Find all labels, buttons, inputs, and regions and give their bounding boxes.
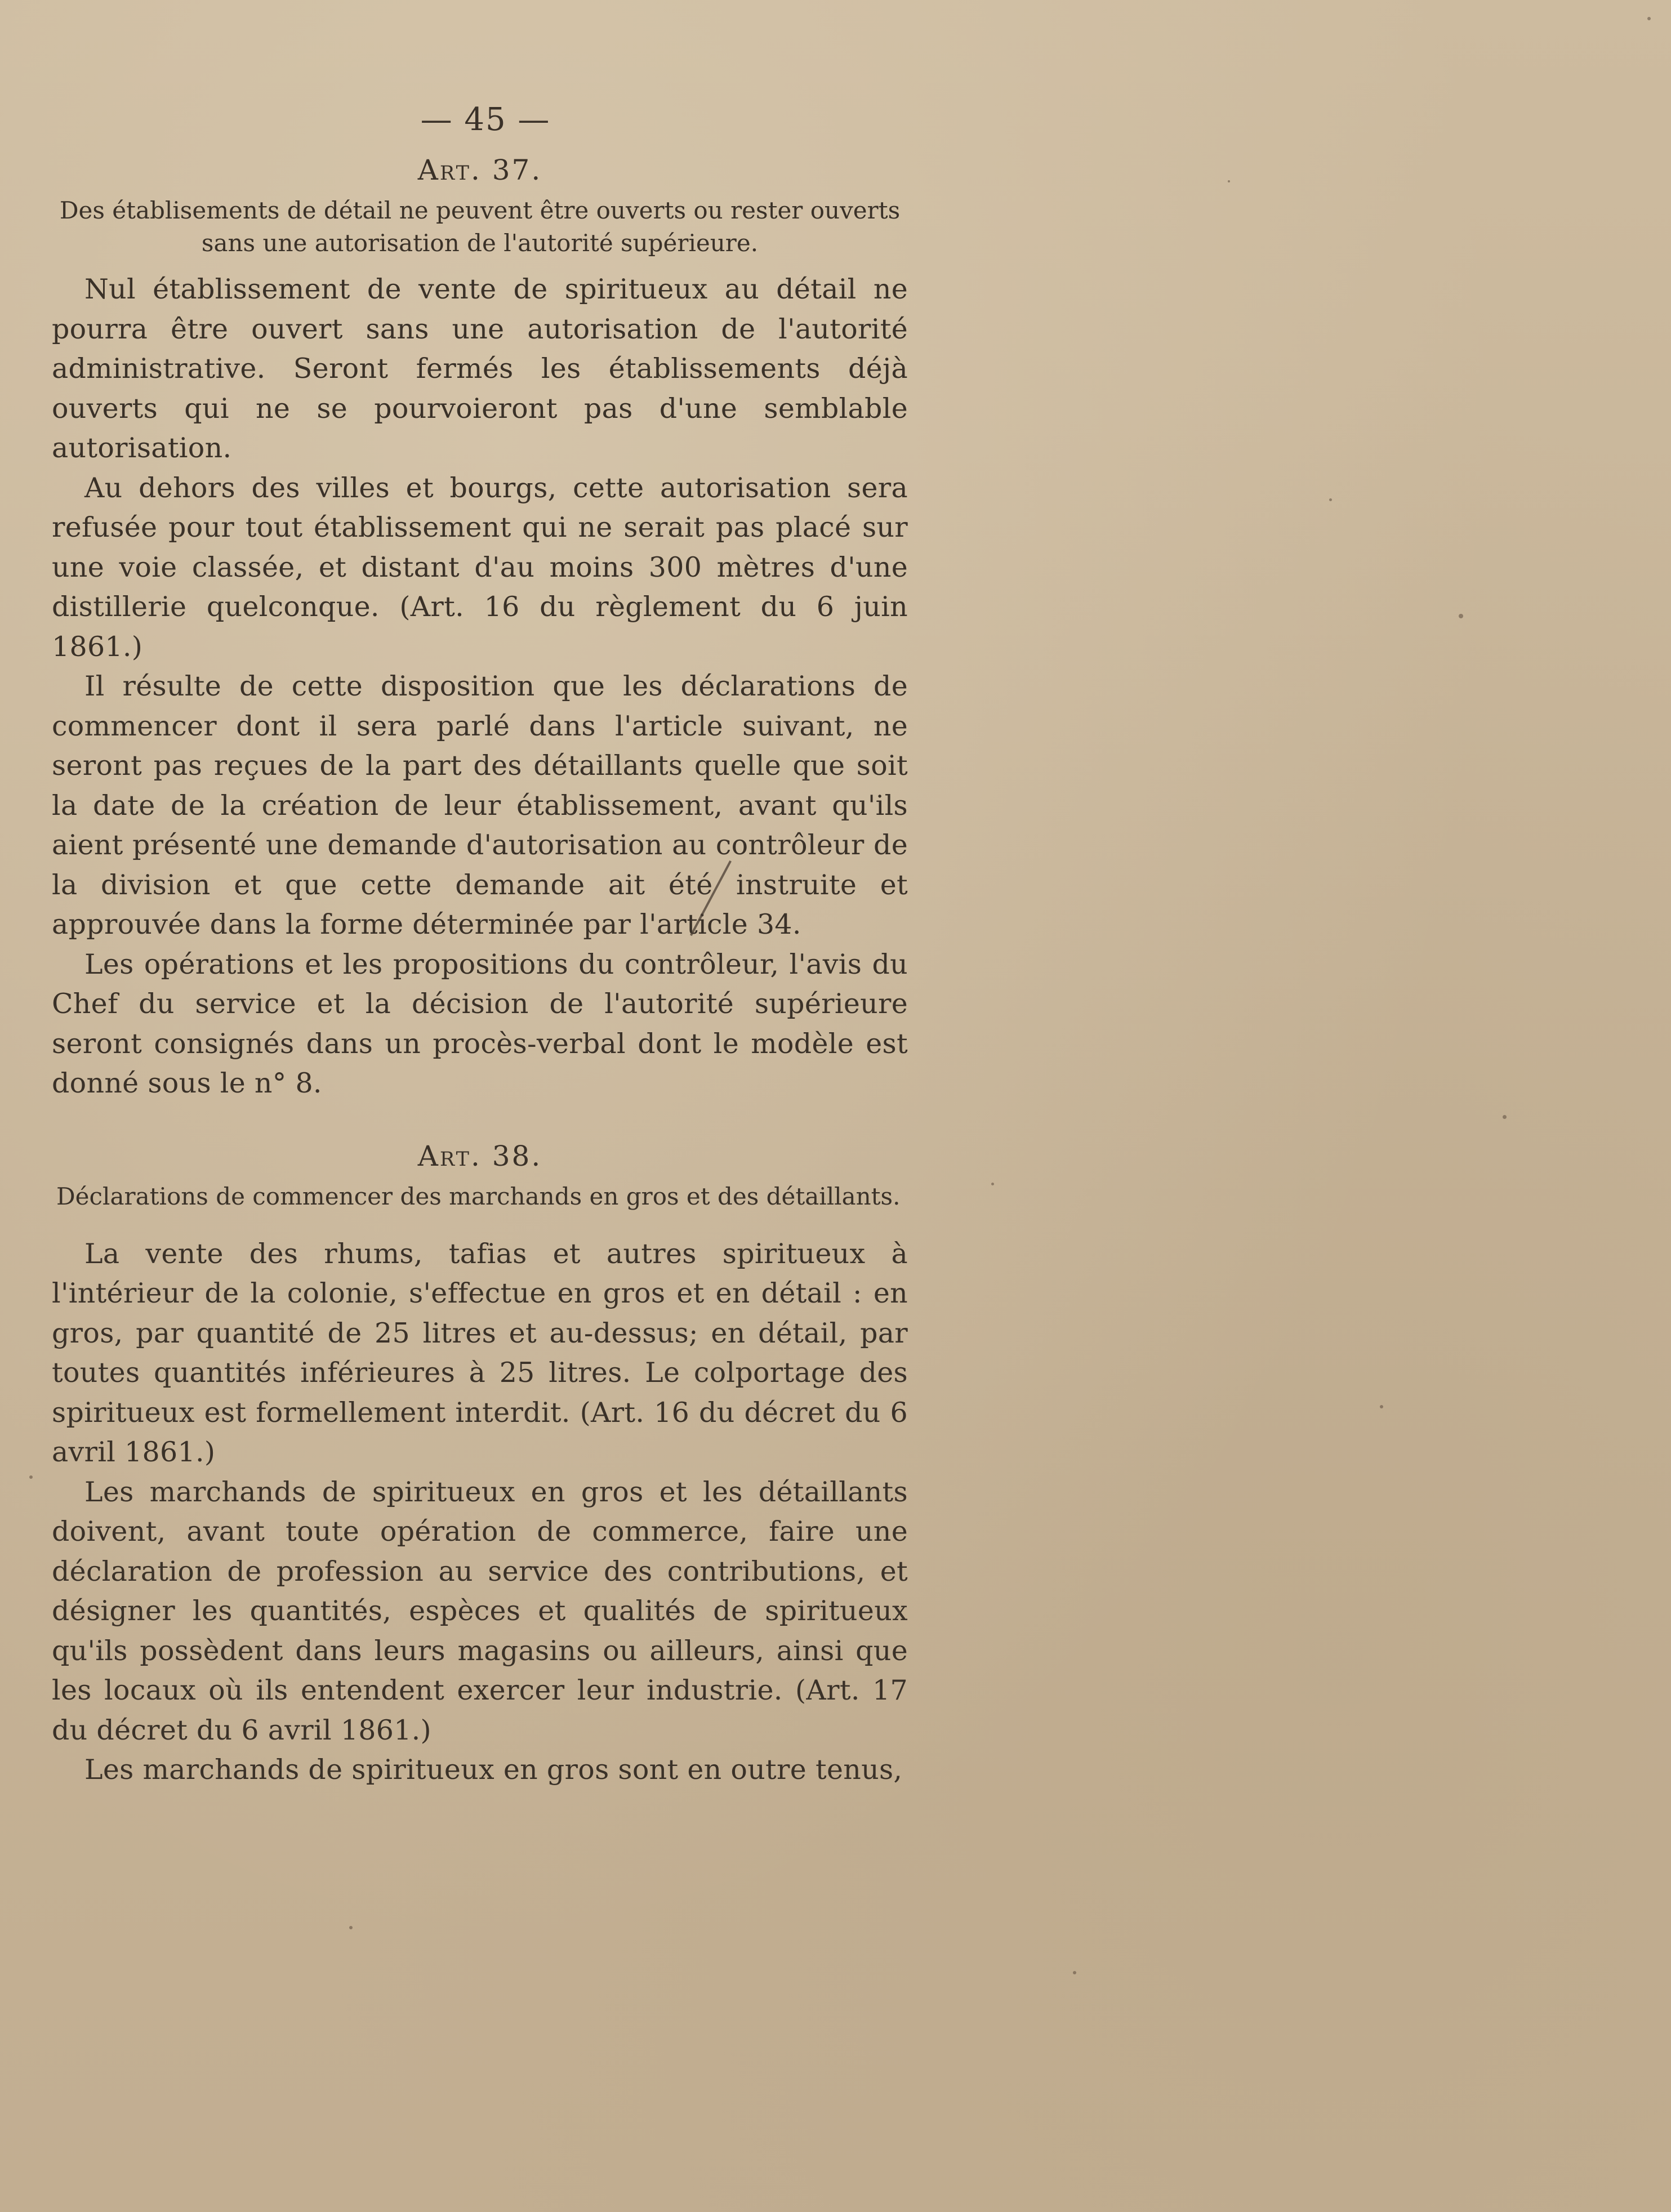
text-column [52,101,908,1790]
article-37-paragraph-1: Nul établissement de vente de spiritueux au détail ne pourra être ouvert sans une autorisation de l'autorité administrative. Seront fermés les établissements déjà ouverts qui ne se pourvoieront pas d'une semblable autorisation. [52,273,908,464]
paper-speck [29,1475,33,1479]
paper-speck [991,1183,994,1185]
article-38-heading: Art. 38. [417,1139,542,1172]
article-37-paragraph-3: Il résulte de cette disposition que les déclarations de commencer dont il sera parlé dans l'article suivant, ne seront pas reçues de la part des détaillants quelle que soit la date de la création de leur établissement, avant qu'ils aient présenté une demande d'autorisation au contrôleur de la division et que cette demande ait été instruite et approuvée dans la forme déterminée par l'article 34. [52,670,908,940]
article-37-paragraph-2: Au dehors des villes et bourgs, cette autorisation sera refusée pour tout établissement qui ne serait pas placé sur une voie classée, et distant d'au moins 300 mètres d'une distillerie quelconque. (Art. 16 du règlement du 6 juin 1861.) [52,471,908,663]
paper-speck [1073,1971,1076,1974]
paper-speck [1228,180,1230,182]
paper-speck [1503,1115,1507,1119]
article-37 [52,154,908,1104]
paper-speck [1647,17,1651,20]
article-38-paragraph-1: La vente des rhums, tafias et autres spiritueux à l'intérieur de la colonie, s'effectue en gros et en détail : en gros, par quantité de 25 litres et au-dessus; en détail, par toutes quantités inférieures à 25 litres. Le colportage des spiritueux est formellement interdit. (Art. 16 du décret du 6 avril 1861.) [52,1237,908,1468]
page-number: — 45 — [420,101,551,138]
article-37-paragraph-4: Les opérations et les propositions du contrôleur, l'avis du Chef du service et la décision de l'autorité supérieure seront consignés dans un procès-verbal dont le modèle est donné sous le n° 8. [52,948,908,1099]
article-38-summary: Déclarations de commencer des marchands en gros et des détaillants. [56,1182,901,1210]
section-spacer [52,1104,908,1140]
paper-speck [1459,614,1463,618]
paper-speck [1380,1405,1383,1408]
paper-speck [349,1926,353,1929]
article-38-paragraph-3: Les marchands de spiritueux en gros sont en outre tenus, [84,1754,903,1786]
article-38-paragraph-2: Les marchands de spiritueux en gros et les détaillants doivent, avant toute opération de commerce, faire une déclaration de profession au service des contributions, et désigner les quantités, espèces et qualités de spiritueux qu'ils possèdent dans leurs magasins ou ailleurs, ainsi que les locaux où ils entendent exercer leur industrie. (Art. 17 du décret du 6 avril 1861.) [52,1475,908,1746]
article-37-summary: Des établisements de détail ne peuvent être ouverts ou rester ouverts sans une autorisation de l'autorité supérieure. [59,197,901,257]
article-37-heading: Art. 37. [417,154,542,186]
article-38 [52,1140,908,1790]
paper-speck [1329,498,1332,501]
